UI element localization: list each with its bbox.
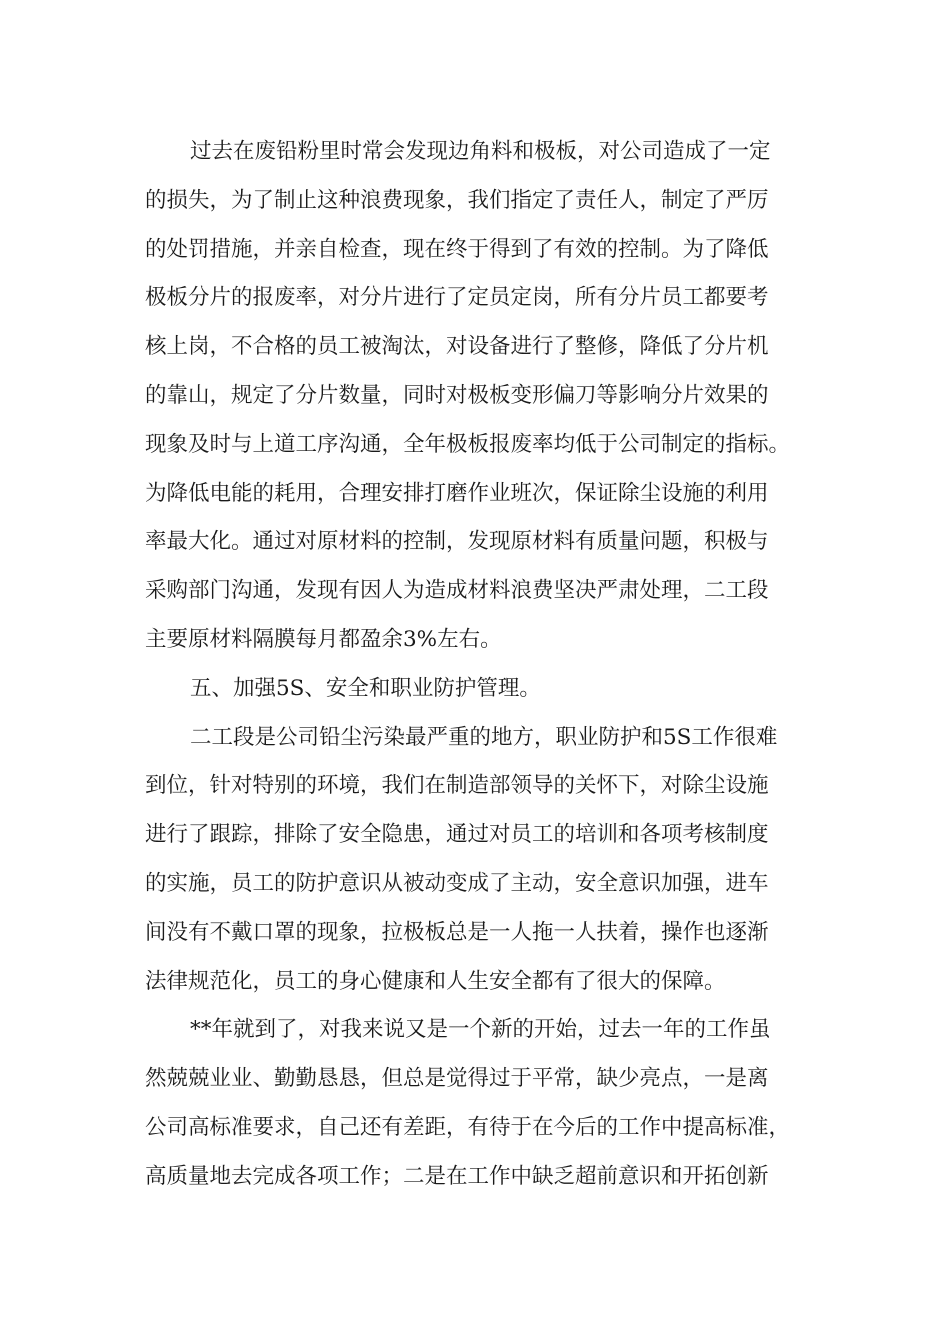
paragraph-new-year-outlook	[145, 1006, 817, 1201]
text-line: 公司高标准要求，自己还有差距，有待于在今后的工作中提高标准，	[145, 1114, 791, 1140]
text-line: 然兢兢业业、勤勤恳恳，但总是觉得过于平常，缺少亮点，一是离	[145, 1066, 769, 1092]
paragraph-occupational-protection	[145, 714, 817, 1007]
text-line: 为降低电能的耗用，合理安排打磨作业班次，保证除尘设施的利用	[145, 480, 769, 506]
text-line: 极板分片的报废率，对分片进行了定员定岗，所有分片员工都要考	[145, 285, 769, 311]
text-line: 过去在废铅粉里时常会发现边角料和极板，对公司造成了一定	[190, 139, 771, 164]
section-heading-line: 五、加强5S、安全和职业防护管理。	[190, 675, 541, 701]
text-line: 主要原材料隔膜每月都盈余3%左右。	[145, 626, 502, 652]
text-line: 间没有不戴口罩的现象，拉极板总是一人拖一人扶着，操作也逐渐	[145, 919, 769, 945]
document-body	[145, 128, 817, 1202]
text-line: 二工段是公司铅尘污染最严重的地方，职业防护和5S工作很难	[190, 724, 778, 750]
text-line: 核上岗，不合格的员工被淘汰，对设备进行了整修，降低了分片机	[145, 334, 769, 360]
text-line: 采购部门沟通，发现有因人为造成材料浪费坚决严肃处理，二工段	[145, 578, 769, 604]
text-line: 的靠山，规定了分片数量，同时对极板变形偏刀等影响分片效果的	[145, 382, 769, 408]
section-heading-5s-safety	[145, 665, 817, 714]
text-line: 的实施，员工的防护意识从被动变成了主动，安全意识加强，进车	[145, 870, 769, 896]
text-line: 到位，针对特别的环境，我们在制造部领导的关怀下，对除尘设施	[145, 773, 769, 799]
text-line: 的处罚措施，并亲自检查，现在终于得到了有效的控制。为了降低	[145, 236, 769, 262]
text-line: 现象及时与上道工序沟通，全年极板报废率均低于公司制定的指标。	[145, 431, 791, 457]
paragraph-materials-control	[145, 128, 817, 665]
text-line: 的损失，为了制止这种浪费现象，我们指定了责任人，制定了严厉	[145, 187, 769, 213]
text-line: **年就到了，对我来说又是一个新的开始，过去一年的工作虽	[190, 1017, 771, 1043]
text-line: 率最大化。通过对原材料的控制，发现原材料有质量问题，积极与	[145, 529, 769, 555]
text-line: 法律规范化，员工的身心健康和人生安全都有了很大的保障。	[145, 968, 726, 994]
text-line: 高质量地去完成各项工作；二是在工作中缺乏超前意识和开拓创新	[145, 1163, 769, 1189]
text-line: 进行了跟踪，排除了安全隐患，通过对员工的培训和各项考核制度	[145, 822, 769, 848]
